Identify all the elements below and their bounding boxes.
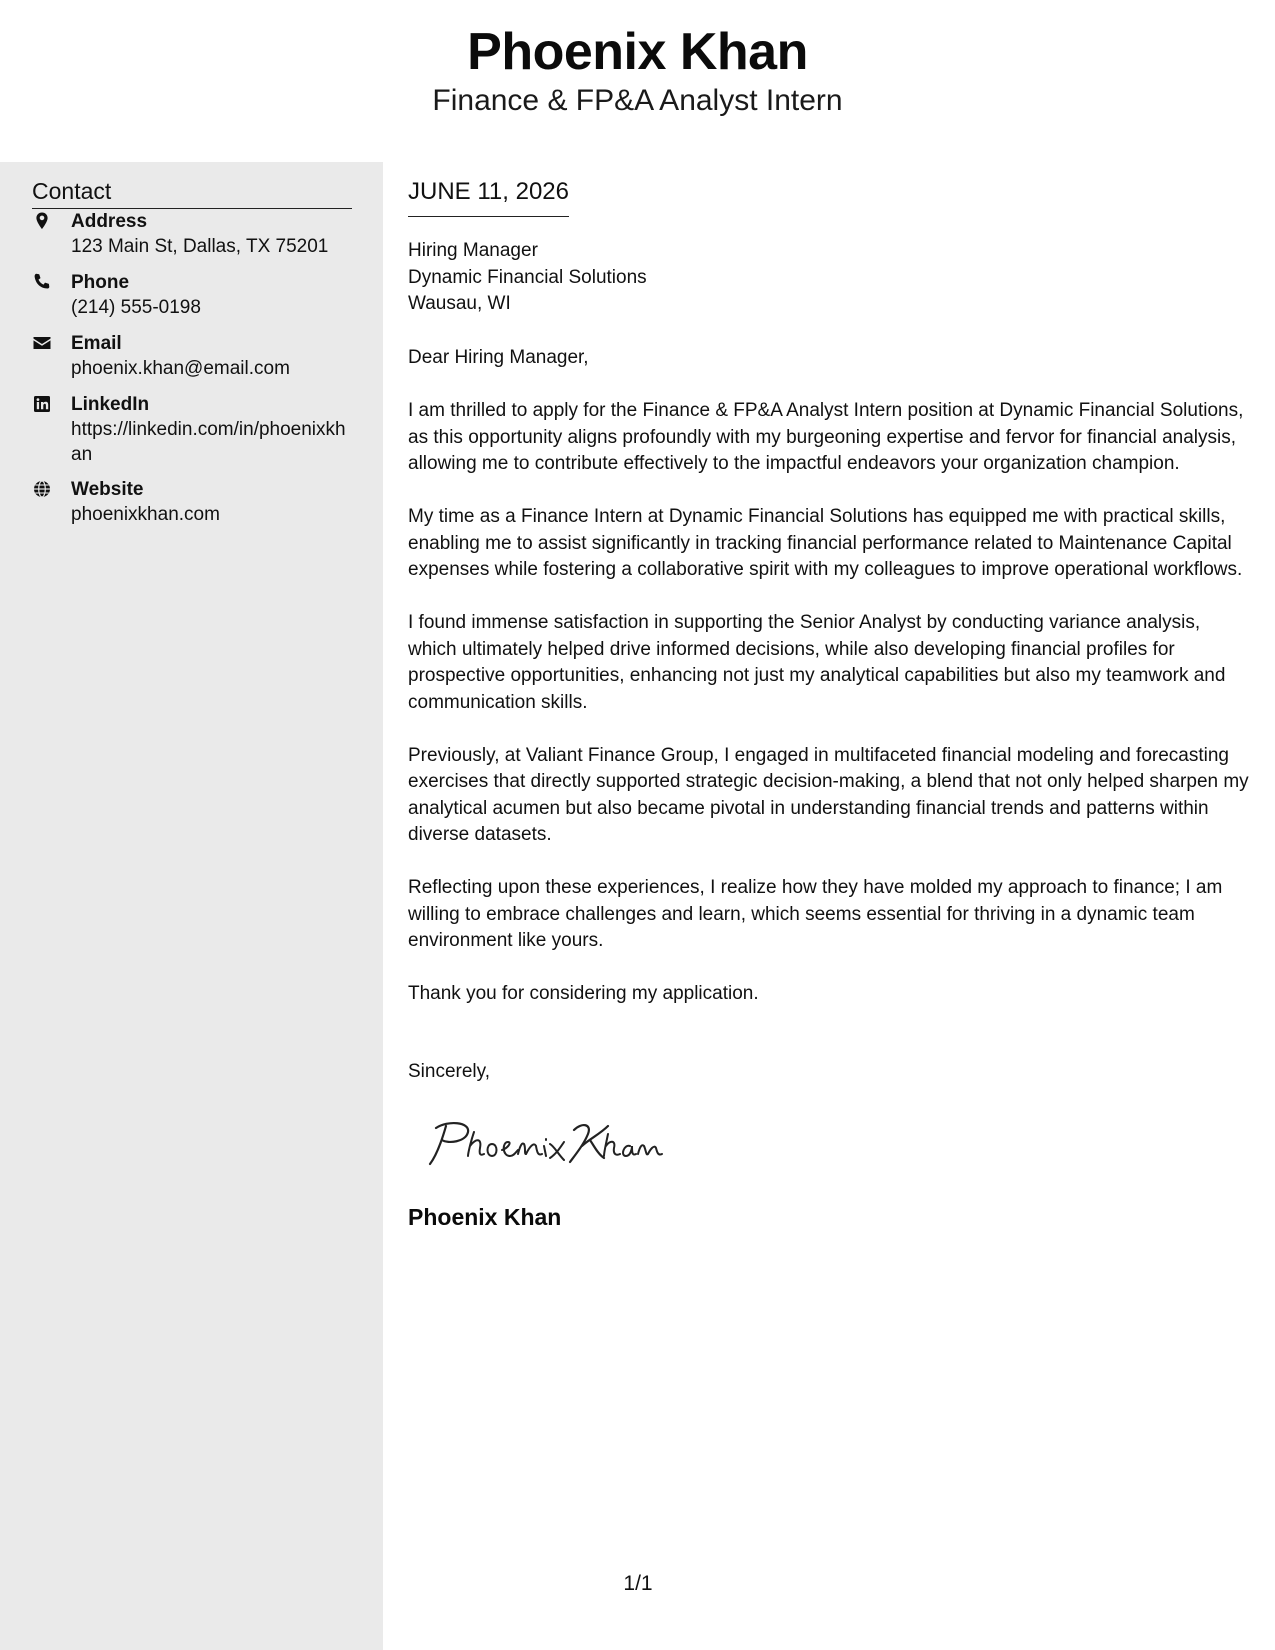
contact-value-linkedin[interactable]: https://linkedin.com/in/phoenixkhan (71, 419, 346, 465)
letter-date: JUNE 11, 2026 (408, 176, 569, 217)
letter-paragraphs (408, 345, 1250, 1034)
envelope-icon (32, 333, 56, 357)
recipient-line: Hiring Manager (408, 240, 538, 261)
globe-icon (32, 479, 56, 503)
contact-label-email: Email (71, 333, 122, 354)
contact-label-phone: Phone (71, 272, 130, 293)
salutation: Dear Hiring Manager, (408, 347, 589, 368)
letter-paragraph: Previously, at Valiant Finance Group, I engaged in multifaceted financial modeling and forecasting exercises that directly supported strategic decision-making, a blend that not only helped sharpen my analytical acumen but also became pivotal in understanding financial trends and patterns within diverse datasets. (408, 744, 1249, 845)
recipient-line: Dynamic Financial Solutions (408, 266, 647, 288)
contact-value-website[interactable]: phoenixkhan.com (71, 504, 220, 525)
applicant-name: Phoenix Khan (467, 23, 808, 81)
contact-value-email: phoenix.khan@email.com (71, 358, 290, 379)
linkedin-icon (32, 394, 56, 418)
recipient-line: Wausau, WI (408, 293, 511, 314)
job-title: Finance & FP&A Analyst Intern (432, 84, 843, 117)
letter-paragraph: I found immense satisfaction in supporting the Senior Analyst by conducting variance analysis, which ultimately helped drive informed decisions, while also developing financial profiles for prospective opportunities, enhancing not just my analytical capabilities but also my teamwork and communication skills. (408, 612, 1226, 713)
contact-label-linkedin: LinkedIn (71, 394, 150, 415)
contact-label-address: Address (71, 211, 148, 232)
letter-paragraph: I am thrilled to apply for the Finance & FP&A Analyst Intern position at Dynamic Financial Solutions, as this opportunity aligns profoundly with my burgeoning expertise and fervor for financial analysis, allowing me to contribute effectively to the impactful endeavors your organization champion. (408, 400, 1244, 474)
page-number: 1/1 (623, 1572, 653, 1595)
signer-name: Phoenix Khan (408, 1204, 562, 1230)
contact-sidebar (0, 162, 383, 1650)
closing: Sincerely, (408, 1061, 491, 1082)
phone-icon (32, 272, 56, 296)
contact-section-title: Contact (32, 176, 352, 209)
letter-paragraph: Reflecting upon these experiences, I realize how they have molded my approach to finance; I am willing to embrace challenges and learn, which seems essential for thriving in a dynamic team environment like yours. (408, 877, 1223, 951)
letter-paragraph: Thank you for considering my application. (408, 983, 759, 1004)
contact-label-website: Website (71, 479, 144, 500)
map-pin-icon (32, 211, 56, 235)
letter-paragraph: My time as a Finance Intern at Dynamic Financial Solutions has equipped me with practical skills, enabling me to assist significantly in tracking financial performance related to Maintenance Capital expenses while fostering a collaborative spirit with my colleagues to improve operational workflows. (408, 506, 1243, 580)
contact-value-address: 123 Main St, Dallas, TX 75201 (71, 236, 329, 257)
handwritten-signature (424, 1110, 664, 1174)
contact-value-phone: (214) 555-0198 (71, 297, 201, 318)
header (0, 0, 1275, 162)
recipient-block (408, 238, 647, 318)
